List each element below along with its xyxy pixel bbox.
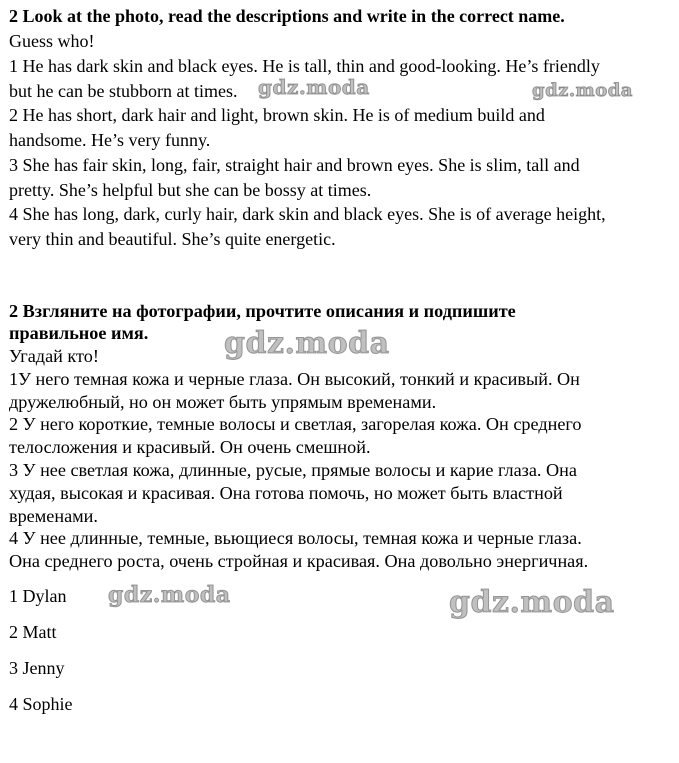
answer-item: 3 Jenny [9,658,65,678]
answer-item: 1 Dylan [9,586,67,606]
watermark: gdz.moda [449,585,615,620]
answer-item: 2 Matt [9,622,57,642]
russian-line: Она среднего роста, очень стройная и красивая. Она довольно энергичная. [9,551,589,571]
watermark: gdz.moda [532,80,633,101]
watermark: gdz.moda [108,582,231,608]
english-line: very thin and beautiful. She’s quite energetic. [9,229,336,249]
russian-line: 1У него темная кожа и черные глаза. Он высокий, тонкий и красивый. Он [9,369,580,389]
answer-item: 4 Sophie [9,694,73,714]
russian-line: 4 У нее длинные, темные, вьющиеся волосы, темная кожа и черные глаза. [9,528,582,548]
english-line: 3 She has fair skin, long, fair, straight hair and brown eyes. She is slim, tall and [9,155,580,175]
english-line: 4 She has long, dark, curly hair, dark skin and black eyes. She is of average height, [9,204,606,224]
russian-line: 3 У нее светлая кожа, длинные, русые, прямые волосы и карие глаза. Она [9,460,577,480]
russian-line: временами. [9,506,98,526]
watermark: gdz.moda [258,75,370,99]
english-line: handsome. He’s very funny. [9,130,211,150]
russian-heading-line: 2 Взгляните на фотографии, прочтите описания и подпишите [9,301,516,321]
russian-line: телосложения и красивый. Он очень смешной. [9,437,371,457]
english-line: 1 He has dark skin and black eyes. He is tall, thin and good-looking. He’s friendly [9,56,600,76]
russian-line: 2 У него короткие, темные волосы и светлая, загорелая кожа. Он среднего [9,414,582,434]
english-line: Guess who! [9,31,95,51]
russian-line: худая, высокая и красивая. Она готова помочь, но может быть властной [9,483,563,503]
russian-line: дружелюбный, но он может быть упрямым временами. [9,392,437,412]
russian-heading-line: правильное имя. [9,323,149,343]
english-line: but he can be stubborn at times. [9,81,238,101]
english-line: 2 He has short, dark hair and light, brown skin. He is of medium build and [9,105,545,125]
watermark: gdz.moda [224,326,390,361]
english-heading: 2 Look at the photo, read the descriptions and write in the correct name. [9,6,565,26]
russian-line: Угадай кто! [9,346,99,366]
english-line: pretty. She’s helpful but she can be bossy at times. [9,180,372,200]
